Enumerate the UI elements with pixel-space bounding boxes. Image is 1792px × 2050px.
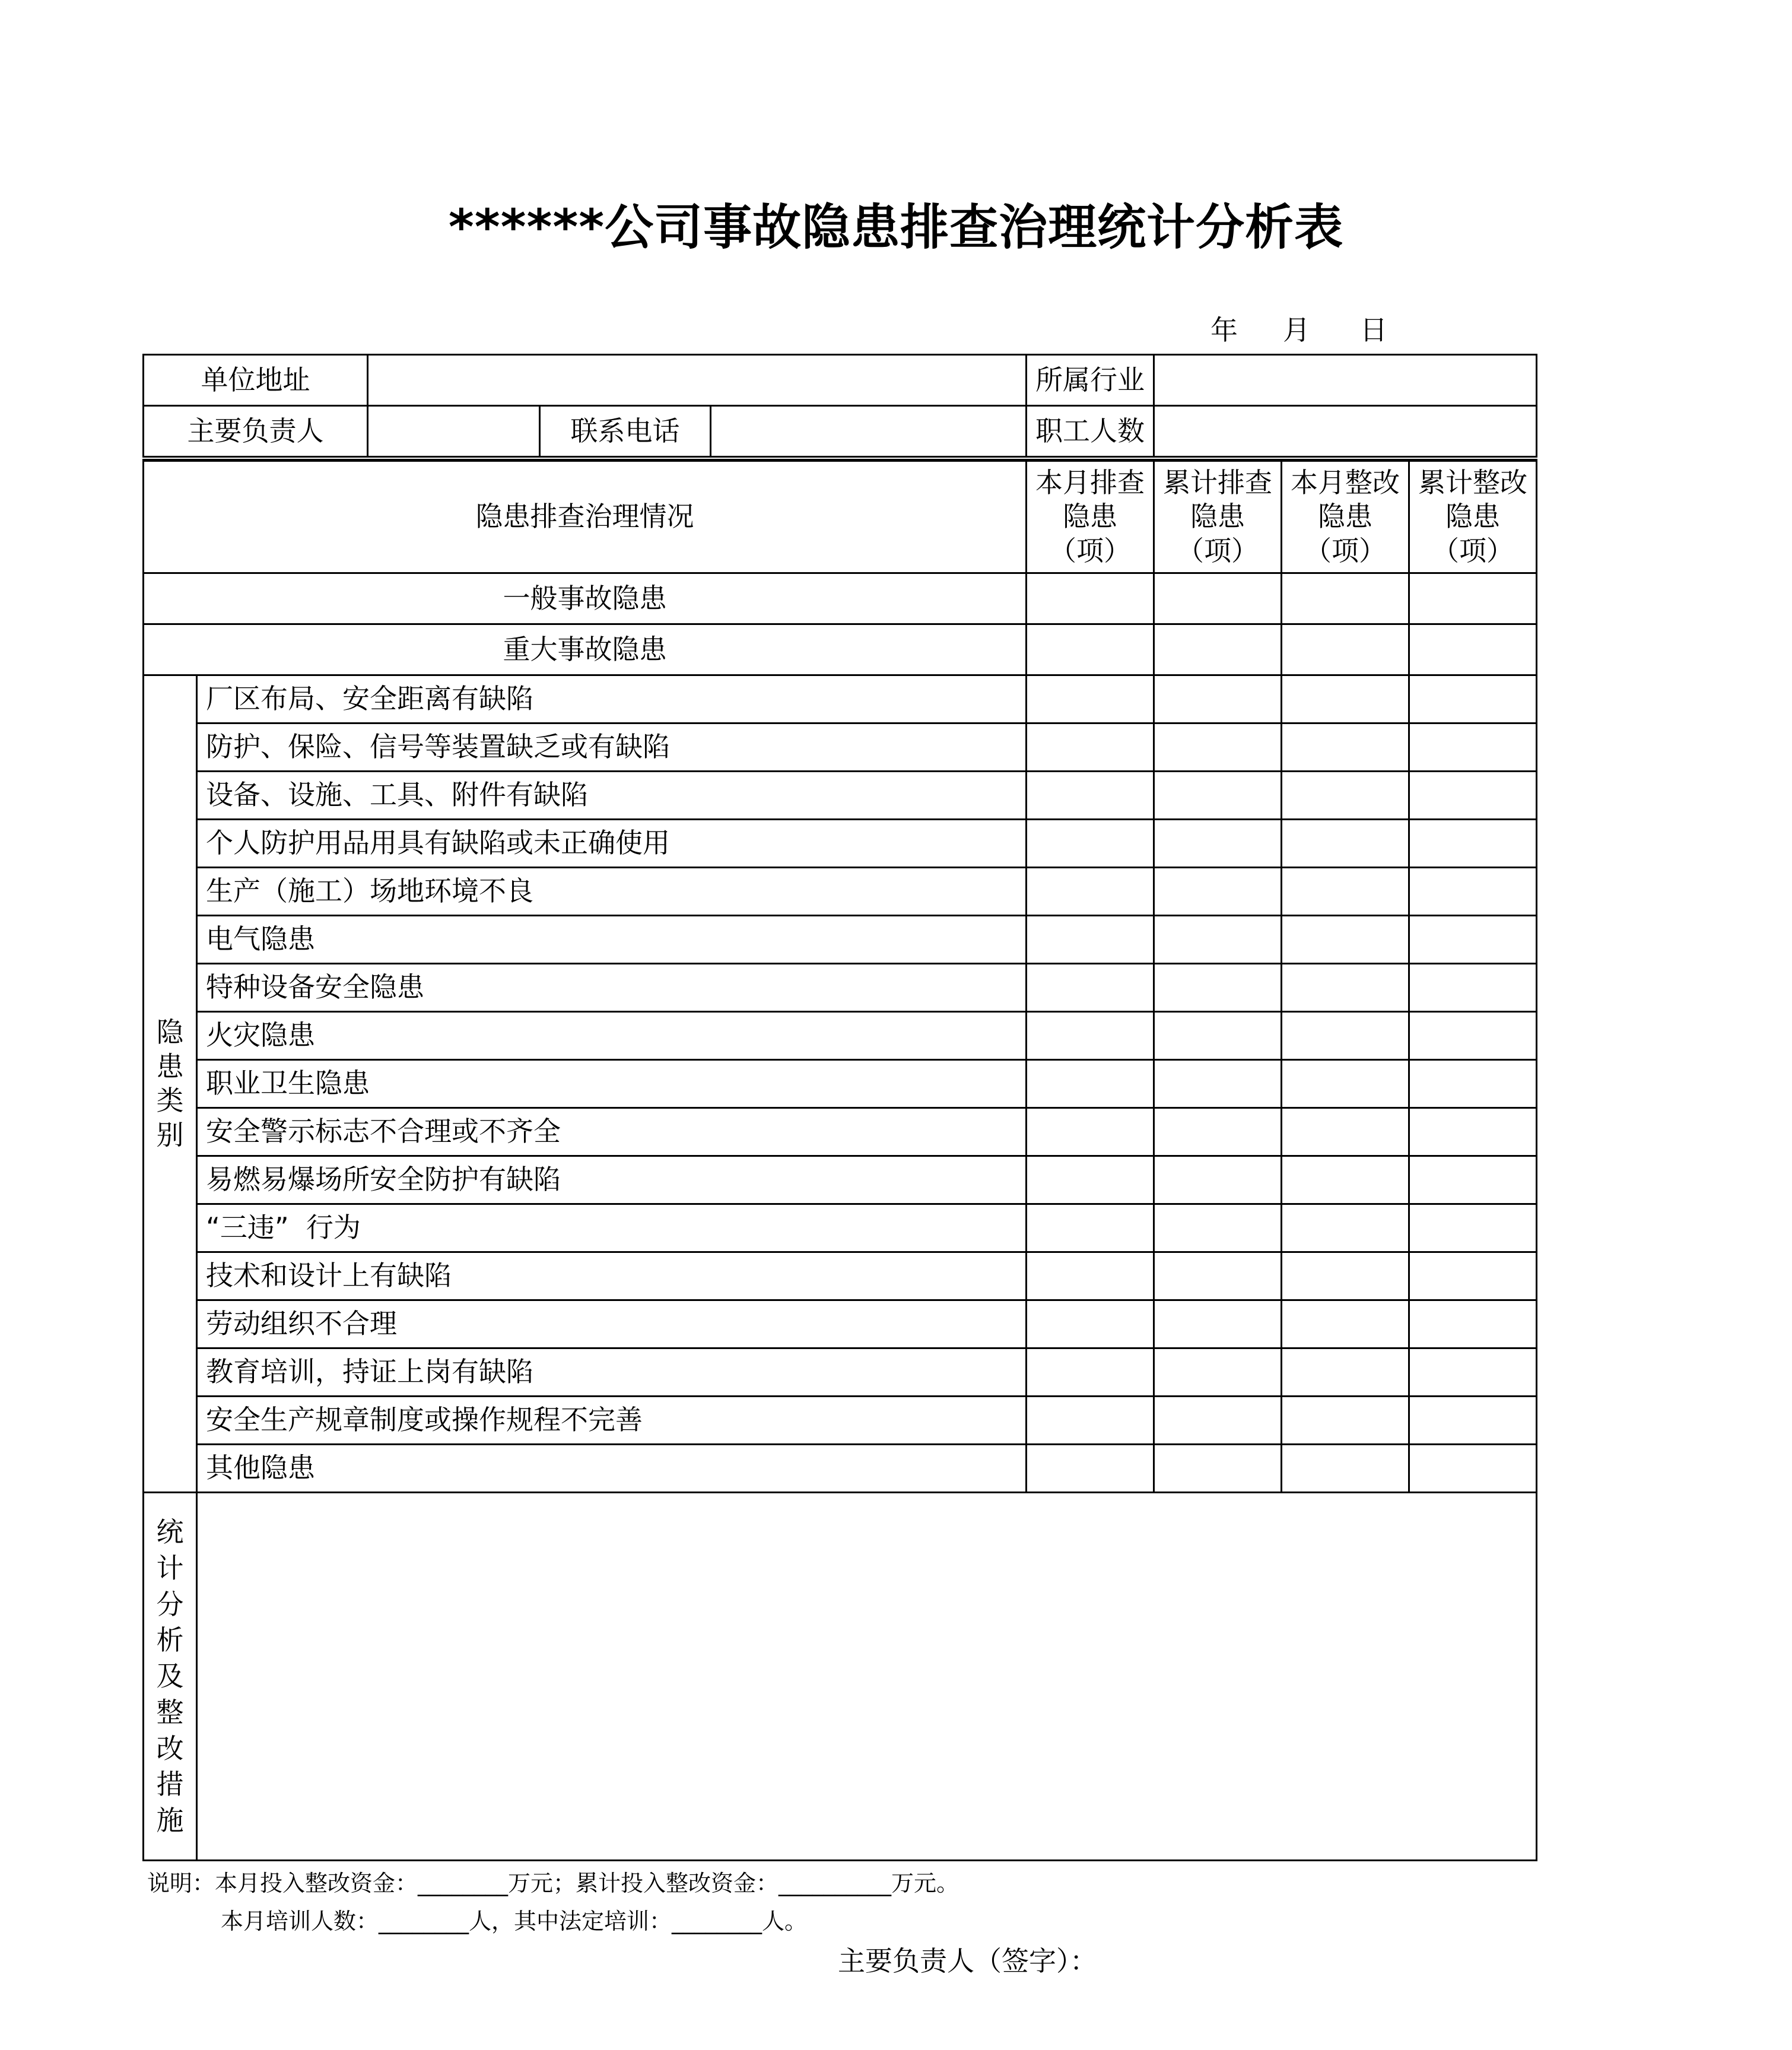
data-cell[interactable] <box>1027 772 1154 820</box>
data-cell[interactable] <box>1027 1445 1154 1493</box>
data-cell[interactable] <box>1154 1012 1282 1060</box>
table-row <box>144 675 1537 723</box>
col-header-total-fixed: 累计整改隐患（项） <box>1409 461 1537 573</box>
data-cell[interactable] <box>1409 916 1537 964</box>
data-cell[interactable] <box>1154 820 1282 868</box>
data-cell[interactable] <box>1154 1060 1282 1108</box>
industry-label: 所属行业 <box>1027 355 1154 406</box>
data-cell[interactable] <box>1282 1445 1409 1493</box>
data-cell[interactable] <box>1027 1252 1154 1300</box>
date-day-label: 日 <box>1360 314 1387 346</box>
category-label-char: 隐 <box>156 1016 184 1048</box>
analysis-label-char: 统 <box>156 1516 184 1548</box>
data-cell[interactable] <box>1154 1108 1282 1156</box>
staff-field[interactable] <box>1154 406 1537 457</box>
category-label-char: 类 <box>156 1084 184 1116</box>
data-cell[interactable] <box>1409 1348 1537 1397</box>
table-row <box>144 1397 1537 1445</box>
data-cell[interactable] <box>1027 1397 1154 1445</box>
data-cell[interactable] <box>1282 1204 1409 1252</box>
section-label: 隐患排查治理情况 <box>144 461 1027 573</box>
category-item: 技术和设计上有缺陷 <box>197 1252 1027 1300</box>
principal-field[interactable] <box>368 406 540 457</box>
data-cell[interactable] <box>1409 1300 1537 1348</box>
data-cell[interactable] <box>1027 1156 1154 1204</box>
data-cell[interactable] <box>1409 1397 1537 1445</box>
principal-label: 主要负责人 <box>144 406 368 457</box>
data-cell[interactable] <box>1027 820 1154 868</box>
data-cell[interactable] <box>1282 1012 1409 1060</box>
category-label-char: 别 <box>156 1118 184 1151</box>
major-total-fixed-cell[interactable] <box>1409 624 1537 675</box>
category-label-char: 患 <box>156 1050 184 1083</box>
category-item: “三违” 行为 <box>197 1204 1027 1252</box>
data-cell[interactable] <box>1027 1300 1154 1348</box>
category-vertical-label <box>144 675 197 1493</box>
general-total-found-cell[interactable] <box>1154 573 1282 624</box>
data-cell[interactable] <box>1282 1060 1409 1108</box>
data-cell[interactable] <box>1409 1204 1537 1252</box>
data-cell[interactable] <box>1282 772 1409 820</box>
notes-line-funds: 说明：本月投入整改资金：________万元；累计投入整改资金：__________万元。 <box>147 1870 959 1896</box>
table-row <box>144 916 1537 964</box>
data-cell[interactable] <box>1409 868 1537 916</box>
category-item: 教育培训，持证上岗有缺陷 <box>197 1348 1027 1397</box>
analysis-measures-field[interactable] <box>197 1493 1537 1861</box>
table-row <box>144 723 1537 772</box>
analysis-vertical-label <box>144 1493 197 1861</box>
data-cell[interactable] <box>1027 1348 1154 1397</box>
data-cell[interactable] <box>1409 1252 1537 1300</box>
data-cell[interactable] <box>1282 1300 1409 1348</box>
table-row <box>144 772 1537 820</box>
category-item: 电气隐患 <box>197 916 1027 964</box>
phone-field[interactable] <box>711 406 1027 457</box>
analysis-label-char: 分 <box>156 1588 184 1620</box>
address-field[interactable] <box>368 355 1027 406</box>
data-cell[interactable] <box>1282 820 1409 868</box>
address-label: 单位地址 <box>144 355 368 406</box>
data-cell[interactable] <box>1027 1060 1154 1108</box>
table-row <box>144 1204 1537 1252</box>
col-header-month-found: 本月排查隐患（项） <box>1027 461 1154 573</box>
data-cell[interactable] <box>1027 723 1154 772</box>
general-month-found-cell[interactable] <box>1027 573 1154 624</box>
analysis-label-char: 施 <box>156 1804 184 1837</box>
data-cell[interactable] <box>1154 772 1282 820</box>
date-month-label: 月 <box>1283 314 1310 346</box>
data-cell[interactable] <box>1027 1012 1154 1060</box>
data-cell[interactable] <box>1154 1348 1282 1397</box>
category-item: 厂区布局、安全距离有缺陷 <box>197 675 1027 723</box>
category-item: 特种设备安全隐患 <box>197 964 1027 1012</box>
table-row <box>144 1156 1537 1204</box>
category-item: 安全生产规章制度或操作规程不完善 <box>197 1397 1027 1445</box>
data-cell[interactable] <box>1027 868 1154 916</box>
analysis-label-char: 改 <box>156 1732 184 1765</box>
category-item: 火灾隐患 <box>197 1012 1027 1060</box>
col-header-month-fixed: 本月整改隐患（项） <box>1282 461 1409 573</box>
industry-field[interactable] <box>1154 355 1537 406</box>
analysis-label-char: 析 <box>156 1624 184 1656</box>
table-row <box>144 1348 1537 1397</box>
major-hazard-label: 重大事故隐患 <box>144 624 1027 675</box>
category-item: 安全警示标志不合理或不齐全 <box>197 1108 1027 1156</box>
data-cell[interactable] <box>1154 723 1282 772</box>
data-cell[interactable] <box>1409 1060 1537 1108</box>
data-cell[interactable] <box>1027 1204 1154 1252</box>
analysis-label-char: 整 <box>156 1696 184 1728</box>
data-cell[interactable] <box>1282 1397 1409 1445</box>
table-row <box>144 1445 1537 1493</box>
category-item: 易燃易爆场所安全防护有缺陷 <box>197 1156 1027 1204</box>
hazard-statistics-table <box>142 354 1537 1861</box>
general-hazard-label: 一般事故隐患 <box>144 573 1027 624</box>
data-cell[interactable] <box>1282 723 1409 772</box>
data-cell[interactable] <box>1154 675 1282 723</box>
data-cell[interactable] <box>1154 964 1282 1012</box>
table-row <box>144 1252 1537 1300</box>
general-month-fixed-cell[interactable] <box>1282 573 1409 624</box>
category-item: 其他隐患 <box>197 1445 1027 1493</box>
general-total-fixed-cell[interactable] <box>1409 573 1537 624</box>
data-cell[interactable] <box>1282 868 1409 916</box>
data-cell[interactable] <box>1027 916 1154 964</box>
data-cell[interactable] <box>1409 1108 1537 1156</box>
principal-signature-label: 主要负责人（签字）： <box>838 1945 1097 1977</box>
date-year-label: 年 <box>1210 314 1238 346</box>
data-cell[interactable] <box>1282 1348 1409 1397</box>
table-row <box>144 1012 1537 1060</box>
data-cell[interactable] <box>1409 1012 1537 1060</box>
category-item: 个人防护用品用具有缺陷或未正确使用 <box>197 820 1027 868</box>
data-cell[interactable] <box>1409 964 1537 1012</box>
category-item: 劳动组织不合理 <box>197 1300 1027 1348</box>
category-item: 设备、设施、工具、附件有缺陷 <box>197 772 1027 820</box>
data-cell[interactable] <box>1282 916 1409 964</box>
data-cell[interactable] <box>1282 675 1409 723</box>
data-cell[interactable] <box>1154 868 1282 916</box>
category-item: 职业卫生隐患 <box>197 1060 1027 1108</box>
data-cell[interactable] <box>1409 772 1537 820</box>
data-cell[interactable] <box>1027 964 1154 1012</box>
data-cell[interactable] <box>1409 1156 1537 1204</box>
data-cell[interactable] <box>1409 723 1537 772</box>
data-cell[interactable] <box>1282 1156 1409 1204</box>
analysis-label-char: 措 <box>156 1768 184 1801</box>
data-cell[interactable] <box>1154 1300 1282 1348</box>
major-month-fixed-cell[interactable] <box>1282 624 1409 675</box>
data-cell[interactable] <box>1282 964 1409 1012</box>
data-cell[interactable] <box>1282 1108 1409 1156</box>
data-cell[interactable] <box>1027 675 1154 723</box>
data-cell[interactable] <box>1154 1156 1282 1204</box>
col-header-total-found: 累计排查隐患（项） <box>1154 461 1282 573</box>
data-cell[interactable] <box>1409 675 1537 723</box>
data-cell[interactable] <box>1154 1204 1282 1252</box>
analysis-label-char: 及 <box>156 1660 184 1693</box>
staff-label: 职工人数 <box>1027 406 1154 457</box>
notes-line-training: 本月培训人数：________人，其中法定培训：________人。 <box>221 1908 808 1934</box>
table-row <box>144 964 1537 1012</box>
table-row <box>144 1060 1537 1108</box>
analysis-label-char: 计 <box>156 1551 184 1584</box>
category-item: 生产（施工）场地环境不良 <box>197 868 1027 916</box>
page-title: ******公司事故隐患排查治理统计分析表 <box>448 199 1344 256</box>
data-cell[interactable] <box>1154 1445 1282 1493</box>
data-cell[interactable] <box>1154 1397 1282 1445</box>
major-month-found-cell[interactable] <box>1027 624 1154 675</box>
major-total-found-cell[interactable] <box>1154 624 1282 675</box>
data-cell[interactable] <box>1409 820 1537 868</box>
data-cell[interactable] <box>1409 1445 1537 1493</box>
category-item: 防护、保险、信号等装置缺乏或有缺陷 <box>197 723 1027 772</box>
data-cell[interactable] <box>1154 1252 1282 1300</box>
table-row <box>144 868 1537 916</box>
table-row <box>144 1108 1537 1156</box>
data-cell[interactable] <box>1027 1108 1154 1156</box>
table-row <box>144 1300 1537 1348</box>
data-cell[interactable] <box>1154 916 1282 964</box>
phone-label: 联系电话 <box>540 406 711 457</box>
table-row <box>144 820 1537 868</box>
data-cell[interactable] <box>1282 1252 1409 1300</box>
